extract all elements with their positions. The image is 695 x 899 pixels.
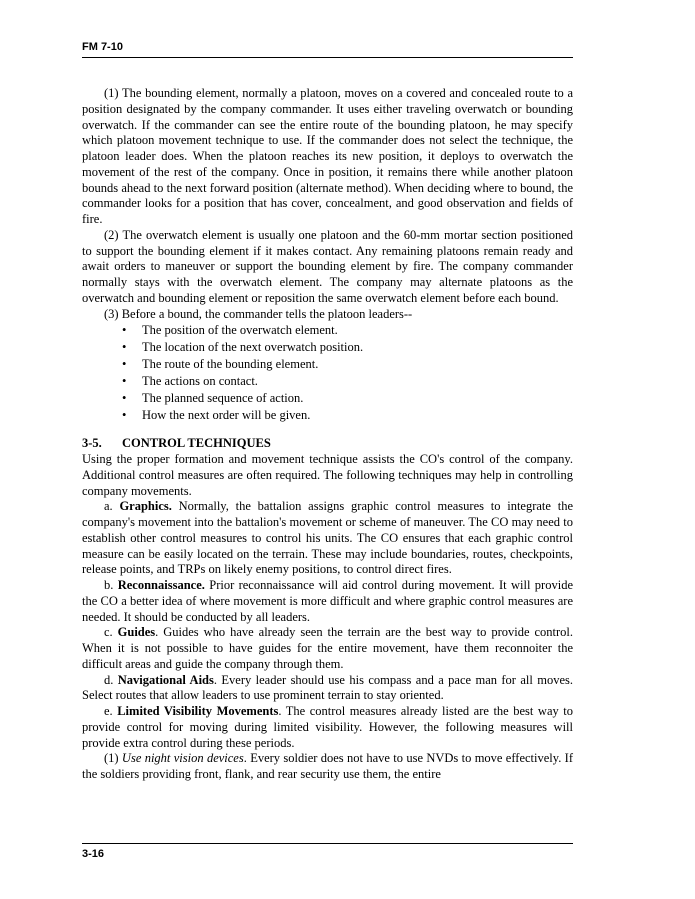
- page-number: 3-16: [82, 848, 105, 860]
- bullet-icon: •: [122, 391, 127, 406]
- page-header: FM 7-10: [82, 41, 123, 53]
- list-item: • The route of the bounding element.: [122, 357, 319, 372]
- bullet-icon: •: [122, 323, 127, 338]
- list-item: • The location of the next overwatch position.: [122, 340, 364, 355]
- list-item: • The actions on contact.: [122, 374, 258, 389]
- list-item: • How the next order will be given.: [122, 408, 311, 423]
- paragraph-2: (2) The overwatch element is usually one platoon and the 60-mm mortar section positioned to support the bounding element if it makes contact. Any remaining platoons remain ready and await orders to maneuver or support the bounding element by fire. The company commander normally stays with the overwatch element. The company may alternate platoons as the overwatch and bounding element or reposition the same overwatch element before each bound.: [82, 227, 573, 305]
- section-title: CONTROL TECHNIQUES: [122, 436, 271, 451]
- bullet-icon: •: [122, 408, 127, 423]
- header-rule: [82, 57, 573, 58]
- paragraph-1: (1) The bounding element, normally a platoon, moves on a covered and concealed route to a position designated by the company commander. It uses either traveling overwatch or bounding overwatch. If the commander can see the entire route of the bounding platoon, he may specify which platoon movement technique to use. If the commander does not select the technique, the platoon leader does. When the platoon reaches its new position, it deploys to overwatch the movement of the rest of the company. Once in position, it remains there while another platoon bounds ahead to the next forward position (alternate method). When deciding where to bound, the commander looks for a position that has cover, concealment, and good observation and fields of fire.: [82, 86, 573, 226]
- item-heading: Limited Visibility Movements: [117, 704, 279, 718]
- bullet-icon: •: [122, 340, 127, 355]
- item-heading: Guides: [117, 625, 156, 640]
- paragraph-3: (3) Before a bound, the commander tells the platoon leaders--: [104, 306, 413, 321]
- item-heading: Graphics.: [119, 499, 172, 514]
- item-guides: c. Guides. Guides who have already seen the terrain are the best way to provide control. When it is not possible to have guides for the entire movement, have them reconnoiter the difficult areas and guide the company through them.: [82, 625, 574, 671]
- item-graphics: a. Graphics. Normally, the battalion assigns graphic control measures to integrate the company's movement into the battalion's movement or scheme of maneuver. The CO may need to establish other control measures to control his units. The CO ensures that each graphic control measure can be easily located on the terrain. These may include boundaries, routes, checkpoints, release points, and TRPs on likely enemy positions, to control direct fires.: [82, 499, 573, 577]
- footer-rule: [82, 843, 573, 844]
- item-navigational-aids: d. Navigational Aids. Every leader should use his compass and a pace man for all moves. Select routes that allow leaders to use prominent terrain to stay oriented.: [82, 672, 574, 703]
- bullet-icon: •: [122, 357, 127, 372]
- list-item: • The position of the overwatch element.: [122, 323, 338, 338]
- section-intro: Using the proper formation and movement technique assists the CO's control of the company. Additional control measures are often required. The following techniques may help in controlling company movements.: [82, 452, 573, 498]
- item-heading: Navigational Aids: [117, 672, 214, 687]
- item-reconnaissance: b. Reconnaissance. Prior reconnaissance will aid control during movement. It will provide the CO a better idea of where movement is more difficult and where graphic control measures are needed. It should be conducted by all leaders.: [82, 578, 573, 624]
- section-number: 3-5.: [82, 436, 102, 451]
- bullet-list: [82, 322, 573, 424]
- subparagraph-heading: Use night vision devices: [121, 751, 244, 766]
- subparagraph-night-vision: (1) Use night vision devices. Every soldier does not have to use NVDs to move effectively. If the soldiers providing front, flank, and rear security use them, the entire: [82, 751, 573, 781]
- list-item: • The planned sequence of action.: [122, 391, 304, 406]
- item-heading: Reconnaissance.: [117, 578, 205, 592]
- item-limited-visibility: e. Limited Visibility Movements. The control measures already listed are the best way to provide control for moving during limited visibility. However, the following measures will provide extra control during these periods.: [82, 704, 573, 750]
- section-heading: [82, 436, 573, 452]
- bullet-icon: •: [122, 374, 127, 389]
- page-body: [82, 86, 573, 783]
